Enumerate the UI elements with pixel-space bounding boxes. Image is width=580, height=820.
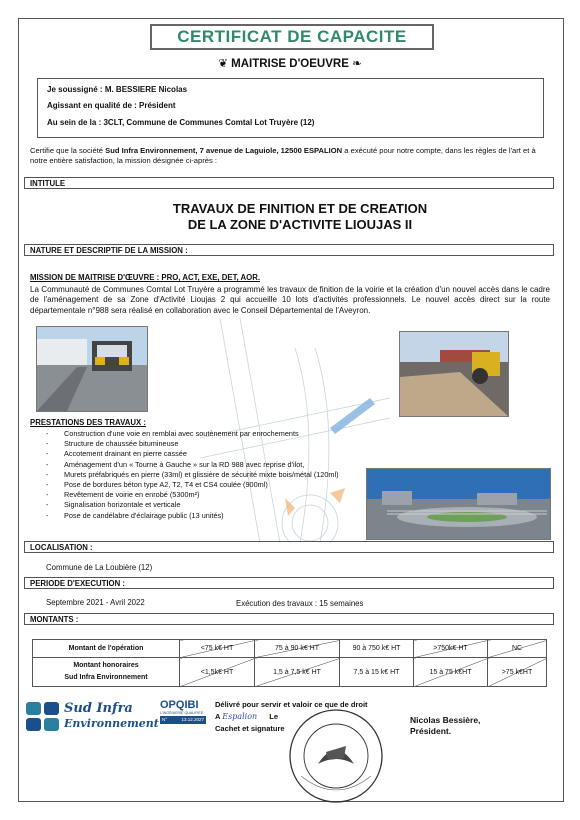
montant-cell: NC [488, 640, 547, 658]
ornament-left-icon: ❦ [218, 58, 228, 70]
place-handwritten: Espalion [222, 712, 258, 721]
montants-table [32, 639, 547, 687]
prestation-item: - Murets préfabriqués en pierre (33ml) et glissière de sécurité mixte bois/métal (120ml) [46, 470, 339, 480]
periode-dates: Septembre 2021 - Avril 2022 [46, 598, 145, 607]
prestations-label: PRESTATIONS DES TRAVAUX : [30, 418, 146, 427]
identity-value-3: 3CLT, Commune de Communes Comtal Lot Truyère (12) [103, 118, 315, 127]
identity-box [37, 78, 544, 138]
identity-label-1: Je soussigné : [47, 85, 103, 94]
montant-cell: >75 k€HT [488, 658, 547, 687]
prestation-item: - Signalisation horizontale et verticale [46, 500, 339, 510]
section-nature: NATURE ET DESCRIPTIF DE LA MISSION : [24, 244, 554, 256]
identity-value-1: M. BESSIERE Nicolas [104, 85, 188, 94]
montant-cell: >750k€ HT [414, 640, 488, 658]
opqibi-small: L'INGÉNIERIE QUALIFIÉE [160, 711, 204, 715]
subtitle-text: MAITRISE D'OEUVRE [231, 58, 349, 70]
signer-name: Nicolas Bessière, [410, 715, 481, 725]
logo-line-2: Environnement [64, 717, 159, 730]
sud-infra-logo-icon [26, 702, 60, 732]
sud-infra-logo-text [64, 701, 159, 731]
identity-label-3: Au sein de la : [47, 118, 102, 127]
montant-cell: 15 à 75 k€HT [414, 658, 488, 687]
date-label: Le [269, 712, 279, 721]
prestation-item: - Accotement drainant en pierre cassée [46, 449, 339, 459]
certification-text [30, 146, 550, 166]
title-box [150, 24, 434, 50]
identity-line-1 [47, 85, 187, 94]
prestation-item: - Construction d'une voie en remblai avec soutènement par enrochements [46, 429, 339, 439]
opqibi-logo [160, 699, 206, 724]
place-label: A [215, 712, 221, 721]
prestations-list [46, 429, 339, 521]
section-periode: PERIODE D'EXECUTION : [24, 577, 554, 589]
row-label-operation: Montant de l'opération [33, 640, 180, 658]
ornament-right-icon: ❧ [352, 58, 362, 70]
montant-cell: 7,5 à 15 k€ HT [340, 658, 414, 687]
cachet-label: Cachet et signature [215, 724, 285, 733]
mission-type: MISSION DE MAITRISE D'ŒUVRE : PRO, ACT, EXE, DET, AOR. [30, 273, 261, 282]
certifie-suffix: a exécuté pour notre compte, dans les règles de l'art et à notre entière satisfaction, la mission désignée ci-après : [30, 146, 536, 165]
identity-label-2: Agissant en qualité de : [47, 101, 137, 110]
certifie-prefix: Certifie que la société [30, 146, 106, 155]
prestation-item: - Structure de chaussée bitumineuse [46, 439, 339, 449]
montant-cell: 90 à 750 k€ HT [340, 640, 414, 658]
honoraires-label-1: Montant honoraires [73, 662, 139, 669]
mission-title-line-2: DE LA ZONE D'ACTIVITE LIOUJAS II [187, 217, 413, 232]
localisation-value: Commune de La Loubière (12) [46, 563, 153, 572]
prestation-item: - Pose de bordures béton type A2, T2, T4 et CS4 coulée (900ml) [46, 480, 339, 490]
opqibi-band [160, 716, 206, 724]
opqibi-num: N° [162, 717, 168, 722]
honoraires-label-2: Sud Infra Environnement [64, 674, 148, 681]
row-label-honoraires [33, 658, 180, 687]
opqibi-text: OPQIBI [160, 699, 199, 711]
section-localisation: LOCALISATION : [24, 541, 554, 553]
section-montants: MONTANTS : [24, 613, 554, 625]
mission-title [0, 201, 580, 233]
table-row [33, 658, 547, 687]
delivery-text: Délivré pour servir et valoir ce que de droit [215, 700, 368, 709]
montant-cell: <75 k€ HT [180, 640, 255, 658]
mission-description: La Communauté de Communes Comtal Lot Truyère a programmé les travaux de finition de la voirie et la création d'un nouvel accès dans le cadre de l'aménagement de sa Zone d'Activité Lioujas 2 qui accueille 10 lots d'activités professionnels. Le nouvel accès direct sur la route départementale n°988 sera réalisé en collaboration avec le Conseil Départemental de l'Aveyron. [30, 285, 550, 315]
mission-title-line-1: TRAVAUX DE FINITION ET DE CREATION [172, 201, 428, 216]
signer-block [410, 715, 480, 737]
table-row [33, 640, 547, 658]
identity-line-3 [47, 118, 314, 127]
logo-line-1: Sud Infra [64, 701, 133, 716]
signer-role: Président. [410, 726, 452, 736]
prestation-item: - Aménagement d'un « Tourne à Gauche » sur la RD 988 avec reprise d'ilot, [46, 460, 339, 470]
site-photo-1 [36, 326, 148, 412]
official-stamp-icon [286, 706, 386, 806]
site-photo-2 [399, 331, 509, 417]
montant-cell: 1,5 à 7,5 k€ HT [255, 658, 340, 687]
prestation-item: - Revêtement de voirie en enrobé (5300m²) [46, 490, 339, 500]
document-title: CERTIFICAT DE CAPACITE [177, 27, 407, 46]
montant-cell: 75 à 90 k€ HT [255, 640, 340, 658]
section-intitule: INTITULE [24, 177, 554, 189]
opqibi-date: 13.12.2027 [181, 717, 204, 722]
prestation-item: - Pose de candélabre d'éclairage public (13 unités) [46, 511, 339, 521]
montant-cell: <1,5k€ HT [180, 658, 255, 687]
site-photo-3 [366, 468, 551, 540]
subtitle [0, 56, 580, 70]
periode-duree: Exécution des travaux : 15 semaines [236, 599, 364, 608]
identity-value-2: Président [139, 101, 176, 110]
identity-line-2 [47, 101, 176, 110]
certifie-company: Sud Infra Environnement, 7 avenue de Laguiole, 12500 ESPALION [105, 146, 343, 155]
